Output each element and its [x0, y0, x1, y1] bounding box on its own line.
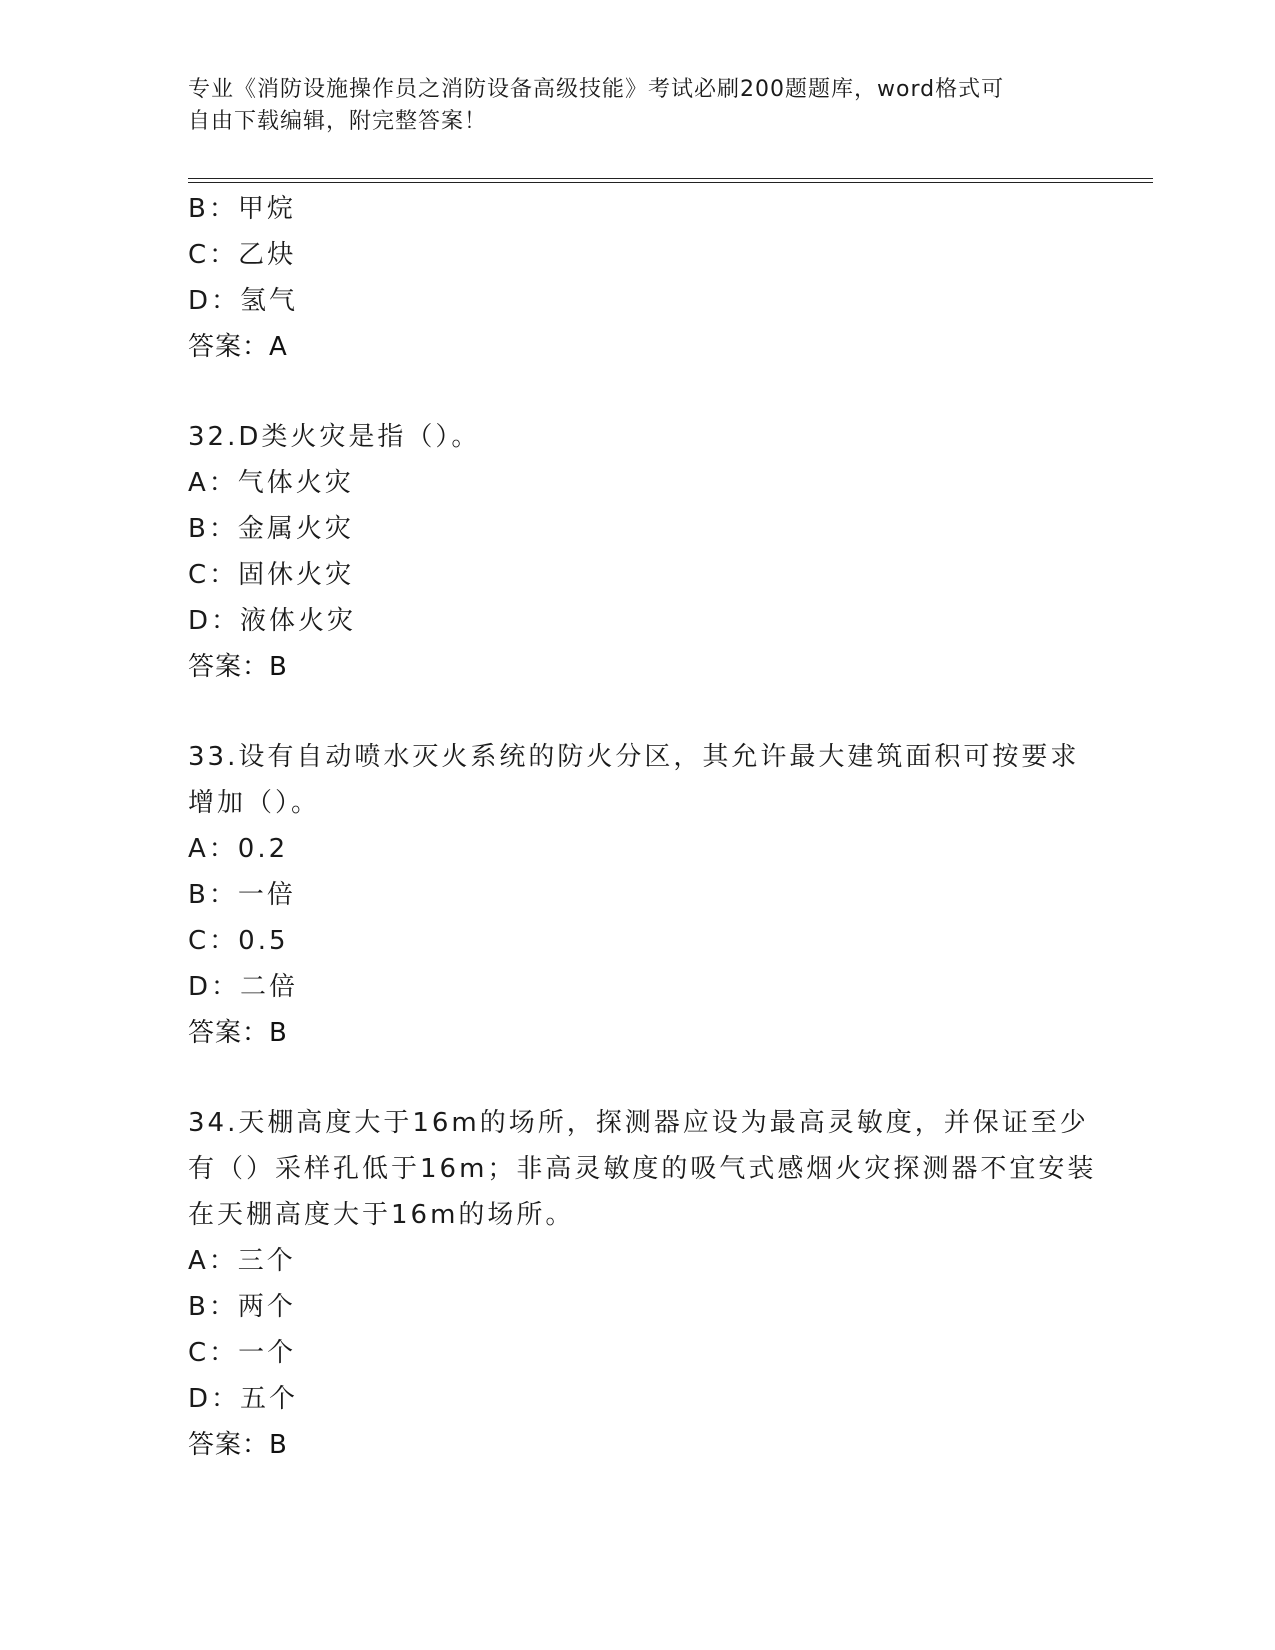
option-c: C：固休火灾	[188, 560, 355, 590]
question-32	[188, 414, 1088, 690]
answer-line: 答案：B	[188, 652, 288, 682]
option-d: D：氢气	[188, 286, 299, 316]
question-text: 增加（）。	[188, 788, 321, 818]
carry-over-block	[188, 186, 1088, 370]
option-a: A：三个	[188, 1246, 296, 1276]
answer-line: 答案：A	[188, 332, 288, 362]
option-d: D：二倍	[188, 972, 299, 1002]
question-text: 在天棚高度大于16m的场所。	[188, 1200, 575, 1230]
question-33	[188, 734, 1088, 1056]
option-c: C：乙炔	[188, 240, 297, 270]
question-34	[188, 1100, 1097, 1468]
question-text: 33.设有自动喷水灭火系统的防火分区，其允许最大建筑面积可按要求	[188, 742, 1080, 772]
document-body	[188, 186, 1097, 1468]
document-header	[188, 74, 1088, 138]
header-rule-bottom	[188, 182, 1153, 183]
header-line-1: 专业《消防设施操作员之消防设备高级技能》考试必刷200题题库，word格式可	[188, 77, 1005, 102]
answer-line: 答案：B	[188, 1018, 288, 1048]
option-b: B：两个	[188, 1292, 296, 1322]
answer-line: 答案：B	[188, 1430, 288, 1460]
option-a: A：0.2	[188, 834, 289, 864]
option-c: C：0.5	[188, 926, 289, 956]
option-b: B：甲烷	[188, 194, 296, 224]
option-d: D：五个	[188, 1384, 299, 1414]
option-d: D：液体火灾	[188, 606, 357, 636]
question-text: 有（）采样孔低于16m；非高灵敏度的吸气式感烟火灾探测器不宜安装	[188, 1154, 1097, 1184]
question-text: 32.D类火灾是指（）。	[188, 422, 481, 452]
option-a: A：气体火灾	[188, 468, 354, 498]
option-b: B：金属火灾	[188, 514, 354, 544]
option-b: B：一倍	[188, 880, 296, 910]
option-c: C：一个	[188, 1338, 297, 1368]
question-text: 34.天棚高度大于16m的场所，探测器应设为最高灵敏度，并保证至少	[188, 1108, 1089, 1138]
header-rule-top	[188, 178, 1153, 179]
header-line-2: 自由下载编辑，附完整答案！	[188, 109, 488, 134]
